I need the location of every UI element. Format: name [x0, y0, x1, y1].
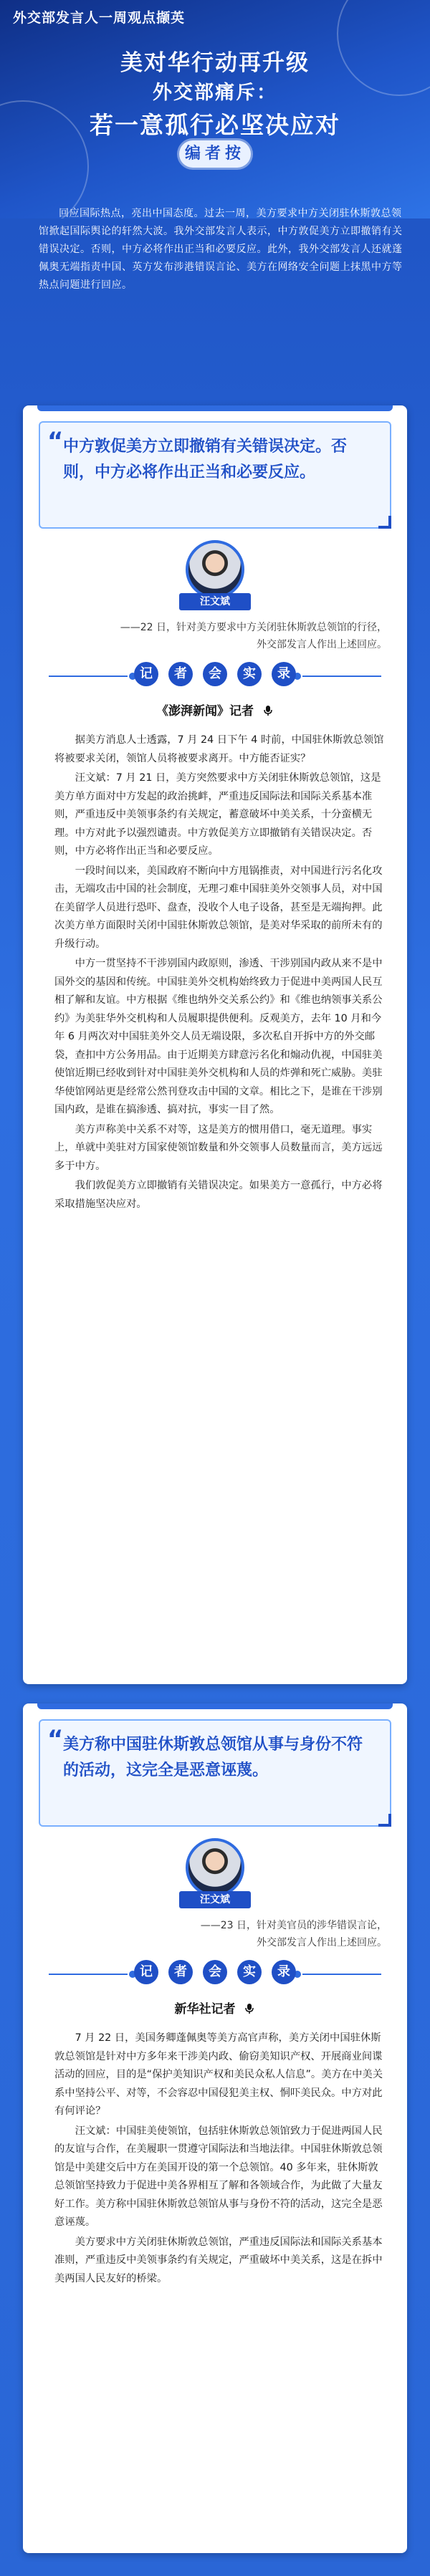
paragraph: 美方要求中方关闭驻休斯敦总领馆，严重违反国际法和国际关系基本准则，严重违反中美领事条约有关规定，严重破坏中美关系，这是在拆中美两国人民友好的桥梁。 — [54, 2236, 383, 2284]
headline-line-2: 外交部痛斥： — [153, 82, 277, 104]
caption-line-2: 外交部发言人作出上述回应。 — [257, 1937, 387, 1948]
press-outlet — [23, 1999, 407, 2017]
section-card-2 — [23, 1703, 407, 2553]
section-body — [54, 2029, 386, 2289]
header-banner — [0, 0, 430, 218]
banner-char: 会 — [203, 1960, 227, 1984]
corner-decor — [378, 516, 391, 529]
paragraph: 汪文斌：7 月 21 日，美方突然要求中方关闭驻休斯敦总领馆，这是美方单方面对中方发起的政治挑衅，严重违反国际法和国际关系基本准则，严重违反中美领事条约有关规定，蓄意破坏中美关系，十分蛮横无理。中方对此予以强烈谴责。中方敦促美方立即撤销有关错误决定。否则，中方必将作出正当和必要反应。 — [54, 772, 381, 857]
quote-box — [39, 1719, 391, 1827]
microphone-icon — [262, 705, 274, 716]
banner-char: 录 — [272, 1960, 296, 1984]
press-outlet-name: 《澎湃新闻》记者 — [156, 704, 254, 719]
section-card-1 — [23, 405, 407, 1684]
intro-text: 回应国际热点，亮出中国态度。过去一周，美方要求中方关闭驻休斯敦总领馆掀起国际舆论的轩然大波。我外交部发言人表示，中方敦促美方立即撤销有关错误决定。否则，中方必将作出正当和必要反应。此外，我外交部发言人还就蓬佩奥无端指责中国、英方发布涉港错误言论、美方在网络安全问题上抹黑中方等热点问题进行回应。 — [39, 208, 403, 291]
quote-caption — [201, 1917, 387, 1951]
quote-mark-icon: “ — [47, 1725, 64, 1754]
speaker-avatar — [186, 540, 244, 599]
section-body — [54, 731, 386, 1215]
card-top-bar — [37, 1703, 393, 1709]
banner-char: 实 — [237, 1960, 262, 1984]
headline-line-1: 美对华行动再升级 — [120, 50, 310, 76]
paragraph: 7 月 22 日，美国务卿蓬佩奥等美方高官声称，美方关闭中国驻休斯敦总领馆是针对中方多年来干涉美内政、偷窃美知识产权、开展商业间谍活动的回应，目的是“保护美知识产权和美民众私人信息”。美方在中美关系中坚持公平、对等，不会容忍中国侵犯美主权、恫吓美民众。中方对此有何评论？ — [54, 2032, 383, 2117]
banner-char: 记 — [134, 1960, 158, 1984]
banner-line — [302, 1974, 381, 1975]
quote-text: 美方称中国驻休斯敦总领馆从事与身份不符的活动，这完全是恶意诬蔑。 — [63, 1736, 363, 1779]
press-outlet — [23, 701, 407, 719]
card-top-bar — [37, 405, 393, 411]
banner-chars — [134, 662, 296, 686]
banner-char: 实 — [237, 662, 262, 686]
quote-box — [39, 421, 391, 529]
press-record-banner — [49, 663, 381, 689]
banner-char: 者 — [168, 1960, 193, 1984]
caption-line-1: ——22 日，针对美方要求中方关闭驻休斯敦总领馆的行径， — [120, 622, 387, 633]
headline-line-3: 若一意孤行必坚决应对 — [90, 111, 340, 139]
banner-char: 会 — [203, 662, 227, 686]
press-outlet-name: 新华社记者 — [174, 2002, 236, 2017]
paragraph: 我们敦促美方立即撤销有关错误决定。如果美方一意孤行，中方必将采取措施坚决应对。 — [54, 1180, 383, 1210]
quote-mark-icon: “ — [47, 427, 64, 456]
banner-line — [49, 676, 128, 677]
paragraph: 中方一贯坚持不干涉别国内政原则，渗透、干涉别国内政从来不是中国外交的基因和传统。中国驻美外交机构始终致力于促进中美两国人民互相了解和友谊。中方根据《维也纳外交关系公约》和《维也纳领事关系公约》为美驻华外交机构和人员履职提供便利。反观美方，去年 10 月和今年 6 月两次对中国驻美外交人员无端设限，多次私自开拆中方的外交邮袋，查扣中方公务用品。由于近期美方肆意污名化和煽动仇视，中国驻美使馆近期已经收到针对中国驻美外交机构和人员的炸弹和死亡威胁。美驻华使馆网站更是经常公然刊登攻击中国的文章。相比之下，是谁在干涉别国内政，是谁在搞渗透、搞对抗，事实一目了然。 — [54, 958, 383, 1115]
banner-char: 记 — [134, 662, 158, 686]
caption-line-1: ——23 日，针对美官员的涉华错误言论， — [200, 1920, 387, 1931]
quote-text: 中方敦促美方立即撤销有关错误决定。否则，中方必将作出正当和必要反应。 — [63, 438, 348, 481]
caption-line-2: 外交部发言人作出上述回应。 — [257, 639, 387, 650]
editor-note-tag: 编者按 — [179, 140, 251, 168]
banner-char: 录 — [272, 662, 296, 686]
press-record-banner — [49, 1961, 381, 1987]
corner-decor — [378, 1814, 391, 1827]
banner-line — [49, 1974, 128, 1975]
speaker-name: 汪文斌 — [179, 1891, 251, 1908]
series-label: 外交部发言人一周观点撷英 — [13, 10, 186, 26]
speaker-avatar — [186, 1838, 244, 1897]
paragraph: 美方声称美中关系不对等，这是美方的惯用借口，毫无道理。事实上，单就中美驻对方国家使领馆数量和外交领事人员数量而言，美方远远多于中方。 — [54, 1123, 383, 1172]
headline — [0, 47, 430, 143]
paragraph: 一段时间以来，美国政府不断向中方甩锅推责，对中国进行污名化攻击，无端攻击中国的社会制度，无理刁难中国驻美外交领事人员，对中国在美留学人员进行恐吓、盘查，没收个人电子设备，甚至是无端拘押。此次美方单方面限时关闭中国驻休斯敦总领馆，是美对华采取的前所未有的升级行动。 — [54, 865, 383, 950]
banner-line — [302, 676, 381, 677]
banner-char: 者 — [168, 662, 193, 686]
paragraph: 汪文斌：中国驻美使领馆，包括驻休斯敦总领馆致力于促进两国人民的友谊与合作，在美履职一贯遵守国际法和当地法律。中国驻休斯敦总领馆是中美建交后中方在美国开设的第一个总领馆。40 多年来，驻休斯敦总领馆坚持致力于促进中美各界相互了解和各领域合作，为此做了大量友好工作。美方称中国驻休斯敦总领馆从事与身份不符的活动，这完全是恶意诬蔑。 — [54, 2125, 383, 2228]
speaker-name: 汪文斌 — [179, 593, 251, 610]
quote-caption — [120, 619, 387, 653]
banner-chars — [134, 1960, 296, 1984]
microphone-icon — [244, 2003, 255, 2014]
paragraph: 据美方消息人士透露，7 月 24 日下午 4 时前，中国驻休斯敦总领馆将被要求关闭，领馆人员将被要求离开。中方能否证实？ — [54, 734, 384, 764]
